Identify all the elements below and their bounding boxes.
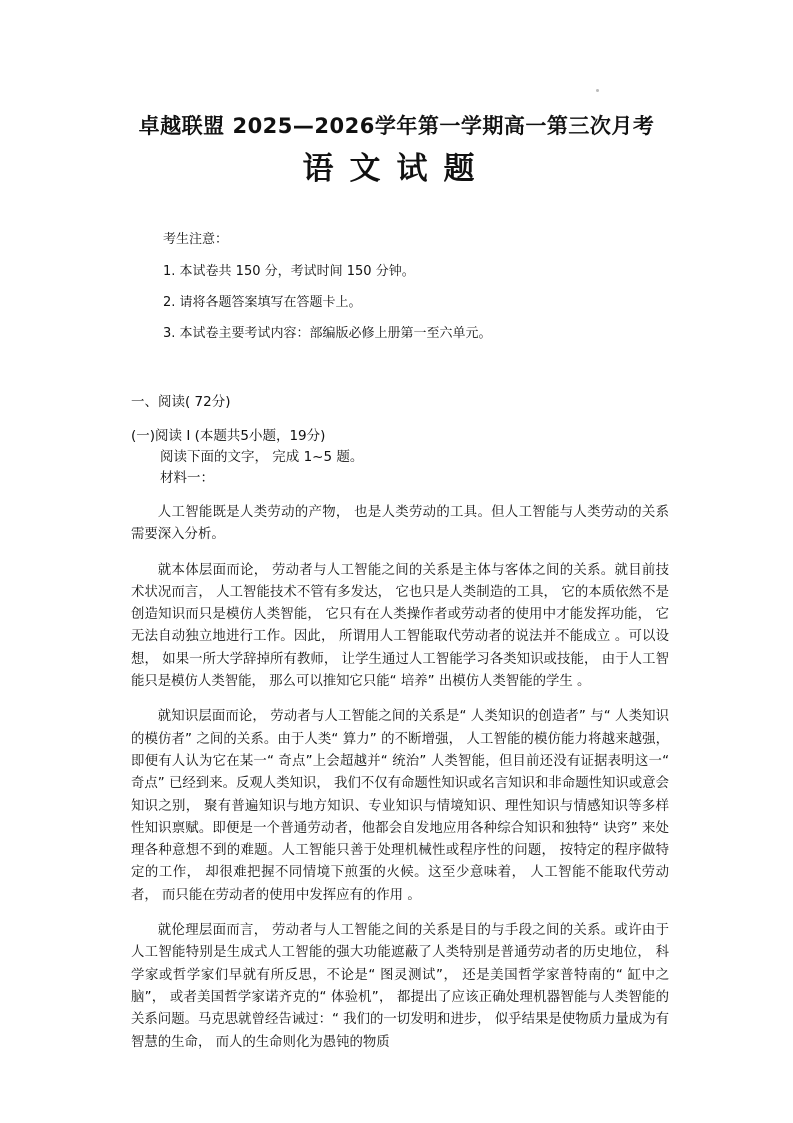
subsection-heading: (一)阅读 Ⅰ (本题共5小题，19分) [131, 428, 326, 444]
notice-item: 3. 本试卷主要考试内容：部编版必修上册第一至六单元。 [163, 326, 492, 341]
exam-title: 卓越联盟 2025—2026学年第一学期高一第三次月考 [138, 114, 655, 138]
material-label: 材料一： [160, 470, 214, 486]
subject-title: 语文试题 [302, 151, 491, 187]
passage-paragraph: 就知识层面而论， 劳动者与人工智能之间的关系是“ 人类知识的创造者” 与“ 人类知识的模仿者” 之间的关系。由于人类“ 算力” 的不断增强， 人工智能的模仿能力将越来越强， 即便有人认为它在某一“ 奇点”上会超越并“ 统治” 人类智能，但目前还没有证据表明这一“ 奇点” 已经到来。反观人类知识， 我们不仅有命题性知识或名言知识和非命题性知识或意会知识之别， 聚有普遍知识与地方知识、专业知识与情境知识、理性知识与情感知识等多样性知识禀赋。即便是一个普通劳动者，他都会自发地应用各种综合知识和独特“ 诀窍” 来处理各种意想不到的难题。人工智能只善于处理机械性或程序性的问题， 按特定的程序做特定的工作， 却很难把握不同情境下煎蛋的火候。这至少意味着， 人工智能不能取代劳动者， 而只能在劳动者的使用中发挥应有的作用 。 [131, 709, 669, 903]
passage-paragraph: 就本体层面而论， 劳动者与人工智能之间的关系是主体与客体之间的关系。就目前技术状况而言， 人工智能技术不管有多发达， 它也只是人类制造的工具， 它的本质依然不是创造知识而只是模仿人类智能， 它只有在人类操作者或劳动者的使用中才能发挥功能， 它无法自动独立地进行工作。因此， 所谓用人工智能取代劳动者的说法并不能成立 。可以设想， 如果一所大学辞掉所有教师， 让学生通过人工智能学习各类知识或技能， 由于人工智能只是模仿人类智能， 那么可以推知它只能“ 培养” 出模仿人类智能的学生 。 [131, 562, 669, 690]
notice-item: 2. 请将各题答案填写在答题卡上。 [163, 295, 362, 310]
notice-item: 1. 本试卷共 150 分，考试时间 150 分钟。 [163, 264, 415, 279]
reading-passage [131, 502, 669, 1067]
candidate-notice [163, 228, 492, 353]
section-heading: 一、阅读( 72分) [131, 394, 231, 410]
passage-paragraph: 人工智能既是人类劳动的产物， 也是人类劳动的工具。但人工智能与人类劳动的关系需要深入分析。 [131, 505, 669, 543]
reading-subsection [131, 426, 363, 489]
decorative-dot [596, 89, 599, 92]
notice-heading: 考生注意： [163, 232, 229, 247]
instruction-text: 阅读下面的文字， 完成 1~5 题。 [160, 449, 364, 465]
passage-paragraph: 就伦理层面而言， 劳动者与人工智能之间的关系是目的与手段之间的关系。或许由于人工智能特别是生成式人工智能的强大功能遮蔽了人类特别是普通劳动者的历史地位， 科学家或哲学家们早就有所反思，不论是“ 图灵测试”， 还是美国哲学家普特南的“ 缸中之脑”， 或者美国哲学家诺齐克的“ 体验机”， 都提出了应该正确处理机器智能与人类智能的关系问题。马克思就曾经告诫过：“ 我们的一切发明和进步， 似乎结果是使物质力量成为有智慧的生命， 而人的生命则化为愚钝的物质 [131, 923, 669, 1050]
